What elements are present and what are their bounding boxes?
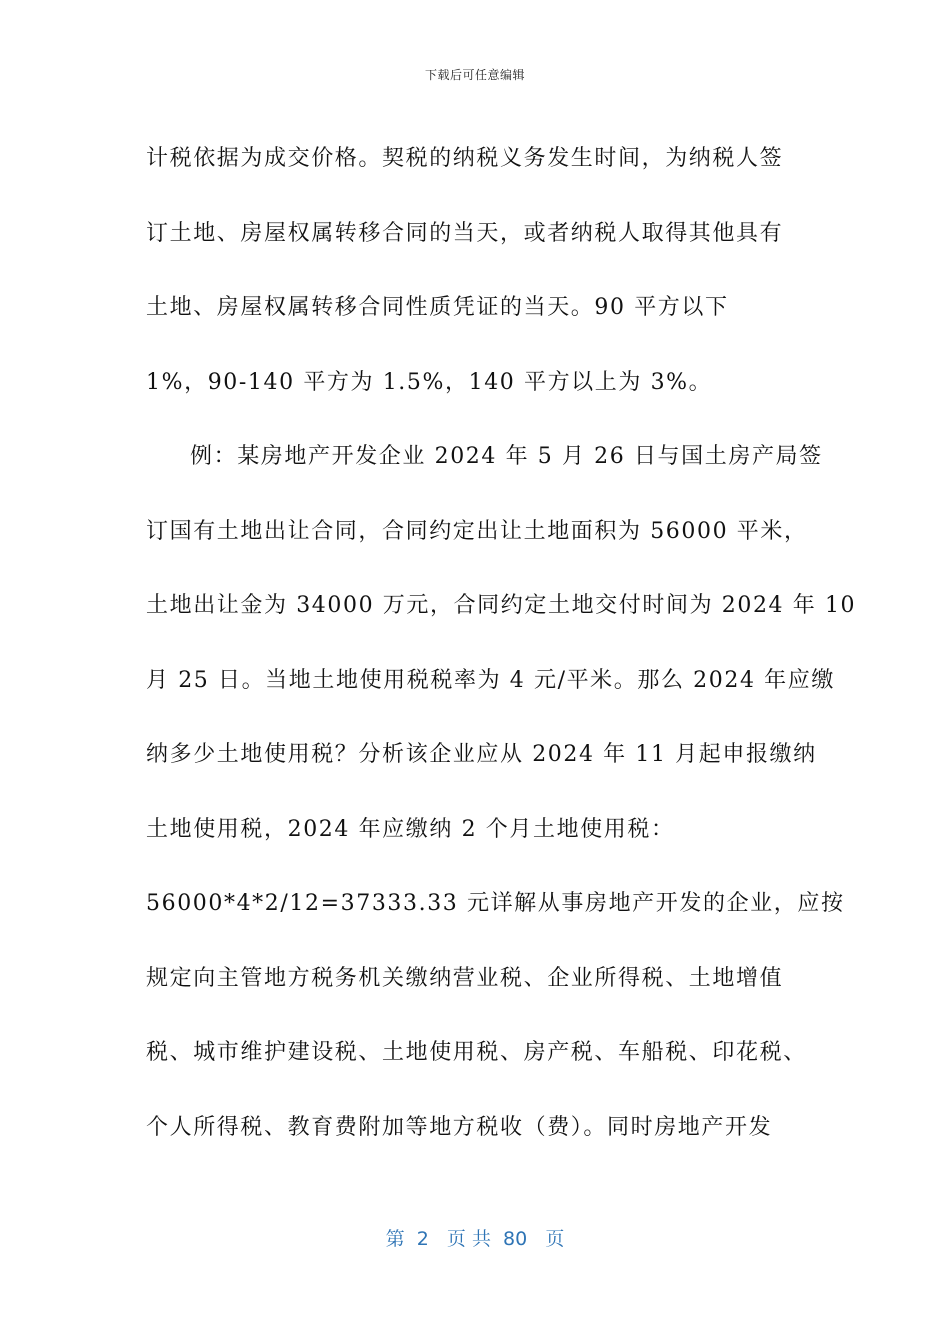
text-line: 计税依据为成交价格。契税的纳税义务发生时间，为纳税人签 <box>146 146 784 171</box>
page-number-footer: 第 2 页 共 80 页 <box>385 1228 565 1250</box>
text-line: 订国有土地出让合同，合同约定出让土地面积为 56000 平米， <box>146 518 808 544</box>
text-line: 纳多少土地使用税？分析该企业应从 2024 年 11 月起申报缴纳 <box>146 742 817 767</box>
text-line: 规定向主管地方税务机关缴纳营业税、企业所得税、土地增值 <box>146 965 784 991</box>
text-line: 土地使用税，2024 年应缴纳 2 个月土地使用税： <box>146 816 675 842</box>
text-line: 土地出让金为 34000 万元，合同约定土地交付时间为 2024 年 10 <box>146 593 857 618</box>
page-header: 下载后可任意编辑 <box>424 68 525 82</box>
text-line: 例：某房地产开发企业 2024 年 5 月 26 日与国土房产局签 <box>190 444 823 469</box>
text-line: 订土地、房屋权属转移合同的当天，或者纳税人取得其他具有 <box>146 220 784 246</box>
text-line: 1%，90-140 平方为 1.5%，140 平方以上为 3%。 <box>146 369 713 395</box>
text-line: 月 25 日。当地土地使用税税率为 4 元/平米。那么 2024 年应缴 <box>146 667 835 693</box>
text-line: 个人所得税、教育费附加等地方税收（费）。同时房地产开发 <box>146 1114 773 1140</box>
text-line: 土地、房屋权属转移合同性质凭证的当天。90 平方以下 <box>146 295 729 320</box>
body-text <box>146 122 857 1165</box>
text-line: 56000*4*2/12=37333.33 元详解从事房地产开发的企业，应按 <box>146 891 845 916</box>
text-line: 税、城市维护建设税、土地使用税、房产税、车船税、印花税、 <box>146 1040 807 1065</box>
